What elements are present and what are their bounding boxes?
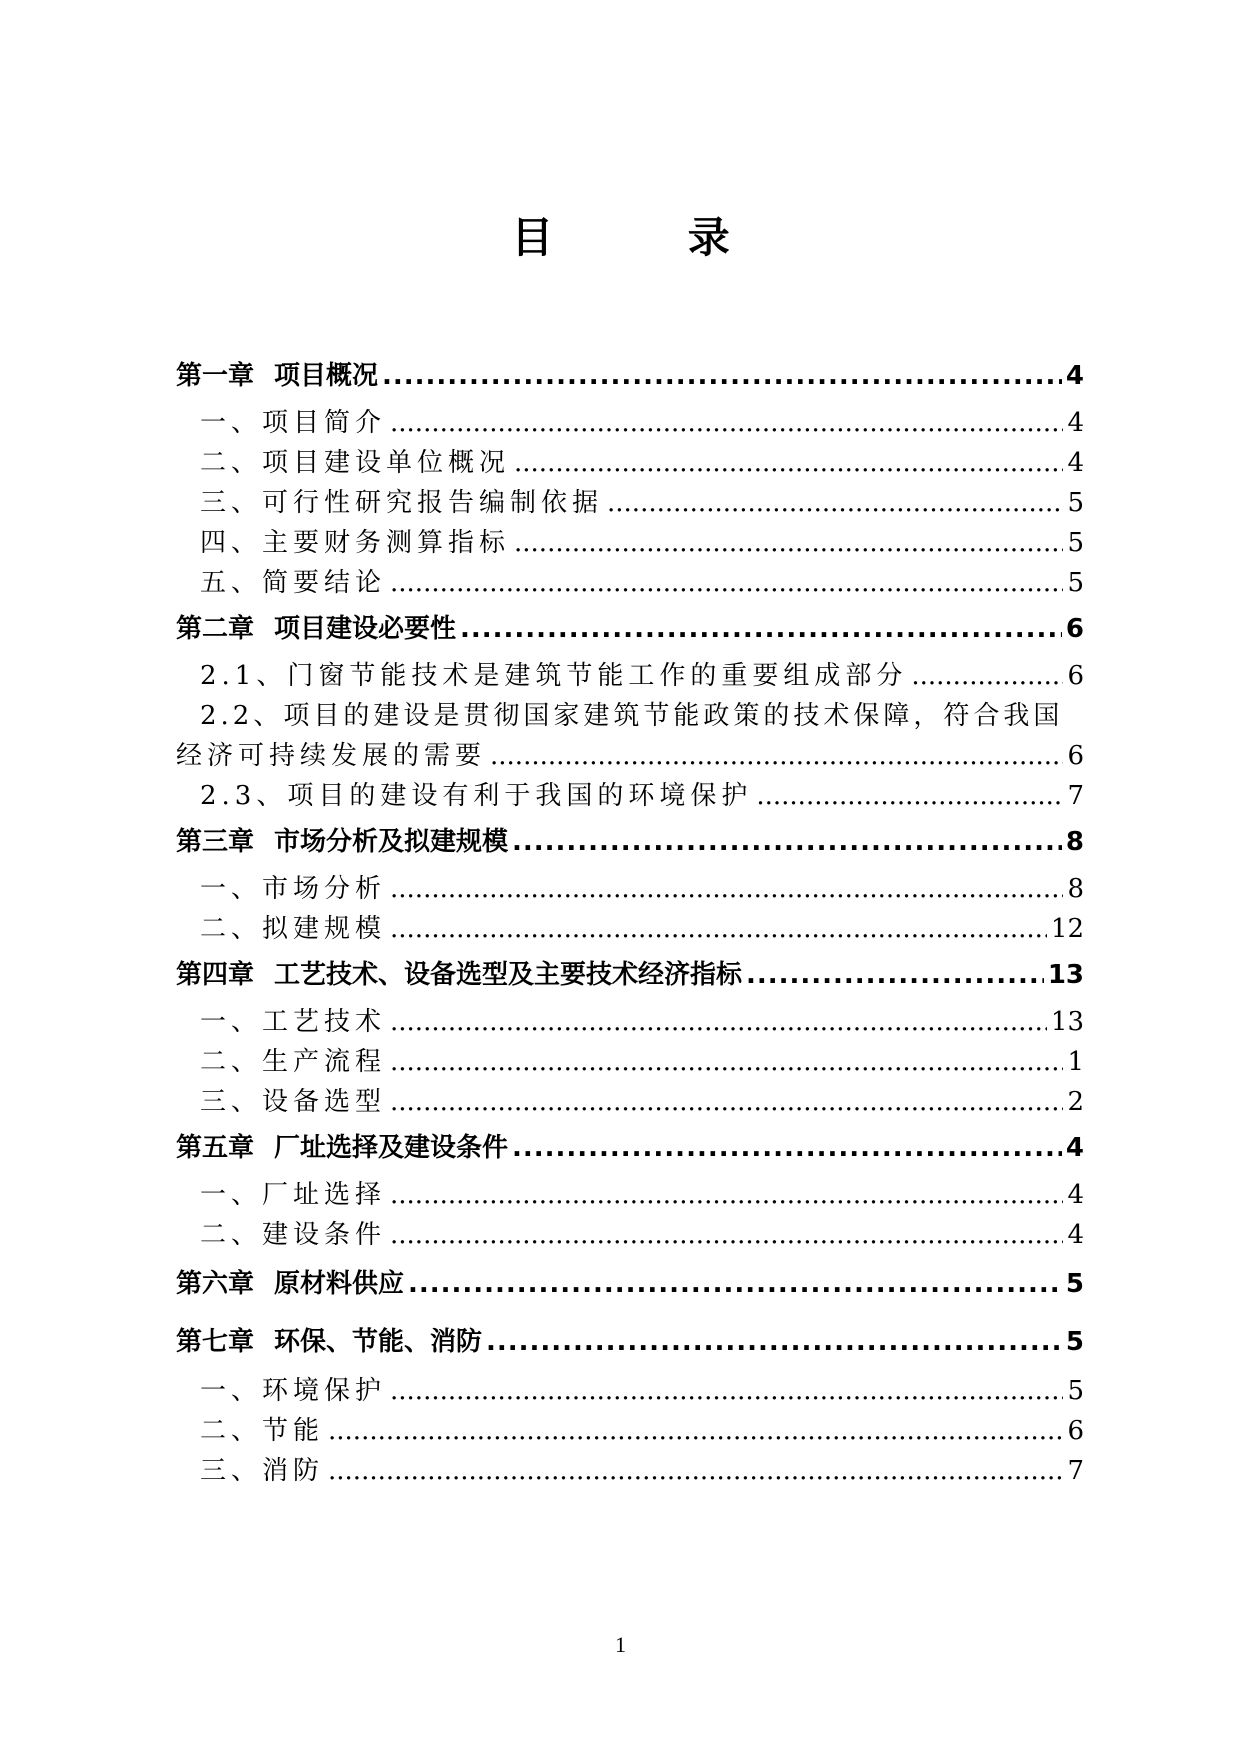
toc-chapter-number: 第二章 xyxy=(176,614,255,644)
toc-section-entry[interactable] xyxy=(176,403,1084,443)
toc-section-title: 三、可行性研究报告编制依据 xyxy=(200,488,604,518)
toc-chapter-entry[interactable] xyxy=(176,1122,1084,1175)
toc-page-number: 5 xyxy=(1067,1376,1084,1406)
toc-chapter-number: 第三章 xyxy=(176,827,255,857)
toc-section-title: 三、设备选型 xyxy=(200,1087,387,1117)
toc-chapter-title: 项目建设必要性 xyxy=(274,614,457,644)
toc-section-title: 2.2、项目的建设是贯彻国家建筑节能政策的技术保障，符合我国 xyxy=(200,701,1064,731)
toc-chapter-entry[interactable] xyxy=(176,1255,1084,1313)
toc-section-entry-continuation[interactable] xyxy=(176,736,1084,776)
toc-chapter-entry[interactable] xyxy=(176,603,1084,656)
toc-section-title: 二、建设条件 xyxy=(200,1220,387,1250)
toc-chapter-title: 市场分析及拟建规模 xyxy=(274,827,509,857)
toc-leader-dots xyxy=(514,443,1063,483)
toc-section-title: 二、生产流程 xyxy=(200,1047,387,1077)
toc-section-title-continued: 经济可持续发展的需要 xyxy=(176,741,487,771)
toc-leader-dots xyxy=(390,1175,1063,1215)
toc-section-entry[interactable] xyxy=(176,1082,1084,1122)
toc-leader-dots xyxy=(390,1002,1047,1042)
toc-section-entry[interactable] xyxy=(176,563,1084,603)
toc-chapter-entry[interactable] xyxy=(176,350,1084,403)
toc-leader-dots xyxy=(390,1082,1063,1122)
toc-section-entry[interactable] xyxy=(176,776,1084,816)
toc-leader-dots xyxy=(328,1451,1063,1491)
toc-leader-dots xyxy=(382,350,1062,403)
toc-leader-dots xyxy=(911,656,1063,696)
toc-page-number: 6 xyxy=(1067,741,1084,771)
toc-page-number: 6 xyxy=(1067,1416,1084,1446)
toc-section-entry[interactable] xyxy=(176,523,1084,563)
toc-chapter-title: 原材料供应 xyxy=(274,1269,405,1299)
toc-section-title: 二、拟建规模 xyxy=(200,914,387,944)
toc-section-entry[interactable] xyxy=(176,1175,1084,1215)
toc-section-title: 五、简要结论 xyxy=(200,568,387,598)
toc-chapter-entry[interactable] xyxy=(176,949,1084,1002)
toc-leader-dots xyxy=(390,1371,1063,1411)
toc-chapter-entry[interactable] xyxy=(176,816,1084,869)
toc-section-entry[interactable] xyxy=(176,656,1084,696)
toc-section-title: 四、主要财务测算指标 xyxy=(200,528,511,558)
toc-page-number: 13 xyxy=(1050,1007,1084,1037)
toc-page-number: 5 xyxy=(1067,528,1084,558)
toc-section-entry[interactable] xyxy=(176,483,1084,523)
toc-page-number: 4 xyxy=(1065,361,1084,391)
toc-page-number: 13 xyxy=(1047,960,1084,990)
toc-page-number: 5 xyxy=(1065,1327,1084,1357)
toc-leader-dots xyxy=(514,523,1063,563)
toc-page-number: 5 xyxy=(1065,1269,1084,1299)
toc-page-number: 1 xyxy=(1067,1047,1084,1077)
toc-leader-dots xyxy=(607,483,1063,523)
toc-leader-dots xyxy=(390,403,1063,443)
toc-page-number: 8 xyxy=(1065,827,1084,857)
toc-page-number: 4 xyxy=(1067,1180,1084,1210)
toc-leader-dots xyxy=(328,1411,1063,1451)
toc-page-number: 4 xyxy=(1065,1133,1084,1163)
toc-chapter-number: 第一章 xyxy=(176,361,255,391)
toc-page-number: 4 xyxy=(1067,1220,1084,1250)
toc-leader-dots xyxy=(390,909,1047,949)
toc-chapter-number: 第六章 xyxy=(176,1269,255,1299)
toc-section-title: 2.3、项目的建设有利于我国的环境保护 xyxy=(200,781,753,811)
toc-section-title: 二、节能 xyxy=(200,1416,325,1446)
toc-page-number: 4 xyxy=(1067,408,1084,438)
toc-page-number: 8 xyxy=(1067,874,1084,904)
toc-leader-dots xyxy=(512,1122,1062,1175)
toc-section-entry[interactable] xyxy=(176,1042,1084,1082)
toc-section-entry[interactable] xyxy=(176,1451,1084,1491)
toc-leader-dots xyxy=(746,949,1044,1002)
toc-section-entry[interactable] xyxy=(176,909,1084,949)
toc-page-number: 4 xyxy=(1067,448,1084,478)
toc-section-title: 一、环境保护 xyxy=(200,1376,387,1406)
toc-leader-dots xyxy=(512,816,1062,869)
toc-leader-dots xyxy=(486,1313,1062,1371)
table-of-contents xyxy=(176,350,1084,1491)
toc-page-number: 5 xyxy=(1067,488,1084,518)
toc-chapter-number: 第七章 xyxy=(176,1327,255,1357)
toc-section-title: 二、项目建设单位概况 xyxy=(200,448,511,478)
toc-page-number: 7 xyxy=(1067,781,1084,811)
toc-chapter-entry[interactable] xyxy=(176,1313,1084,1371)
toc-page-number: 2 xyxy=(1067,1087,1084,1117)
toc-section-entry[interactable] xyxy=(176,1002,1084,1042)
toc-section-title: 一、厂址选择 xyxy=(200,1180,387,1210)
toc-page-number: 5 xyxy=(1067,568,1084,598)
toc-chapter-title: 项目概况 xyxy=(274,361,379,391)
toc-leader-dots xyxy=(460,603,1062,656)
toc-page-number: 12 xyxy=(1050,914,1084,944)
toc-leader-dots xyxy=(390,869,1063,909)
toc-leader-dots xyxy=(756,776,1063,816)
toc-section-title: 一、项目简介 xyxy=(200,408,387,438)
toc-section-entry[interactable] xyxy=(176,1215,1084,1255)
toc-chapter-title: 环保、节能、消防 xyxy=(274,1327,483,1357)
toc-section-entry[interactable] xyxy=(176,869,1084,909)
toc-leader-dots xyxy=(390,1215,1063,1255)
toc-section-entry[interactable] xyxy=(176,443,1084,483)
toc-chapter-title: 厂址选择及建设条件 xyxy=(274,1133,509,1163)
toc-section-title: 三、消防 xyxy=(200,1456,325,1486)
toc-chapter-number: 第四章 xyxy=(176,960,255,990)
toc-leader-dots xyxy=(390,1042,1063,1082)
toc-leader-dots xyxy=(390,563,1063,603)
toc-chapter-number: 第五章 xyxy=(176,1133,255,1163)
page-title: 目 录 xyxy=(511,213,790,262)
toc-page-number: 6 xyxy=(1065,614,1084,644)
toc-leader-dots xyxy=(408,1255,1062,1313)
toc-section-title: 2.1、门窗节能技术是建筑节能工作的重要组成部分 xyxy=(200,661,908,691)
toc-leader-dots xyxy=(490,736,1063,776)
toc-section-title: 一、市场分析 xyxy=(200,874,387,904)
toc-section-title: 一、工艺技术 xyxy=(200,1007,387,1037)
toc-chapter-title: 工艺技术、设备选型及主要技术经济指标 xyxy=(274,960,743,990)
toc-section-entry[interactable] xyxy=(176,696,1084,736)
page-number: 1 xyxy=(615,1632,626,1657)
toc-section-entry[interactable] xyxy=(176,1371,1084,1411)
toc-page-number: 6 xyxy=(1067,661,1084,691)
toc-page-number: 7 xyxy=(1067,1456,1084,1486)
toc-section-entry[interactable] xyxy=(176,1411,1084,1451)
